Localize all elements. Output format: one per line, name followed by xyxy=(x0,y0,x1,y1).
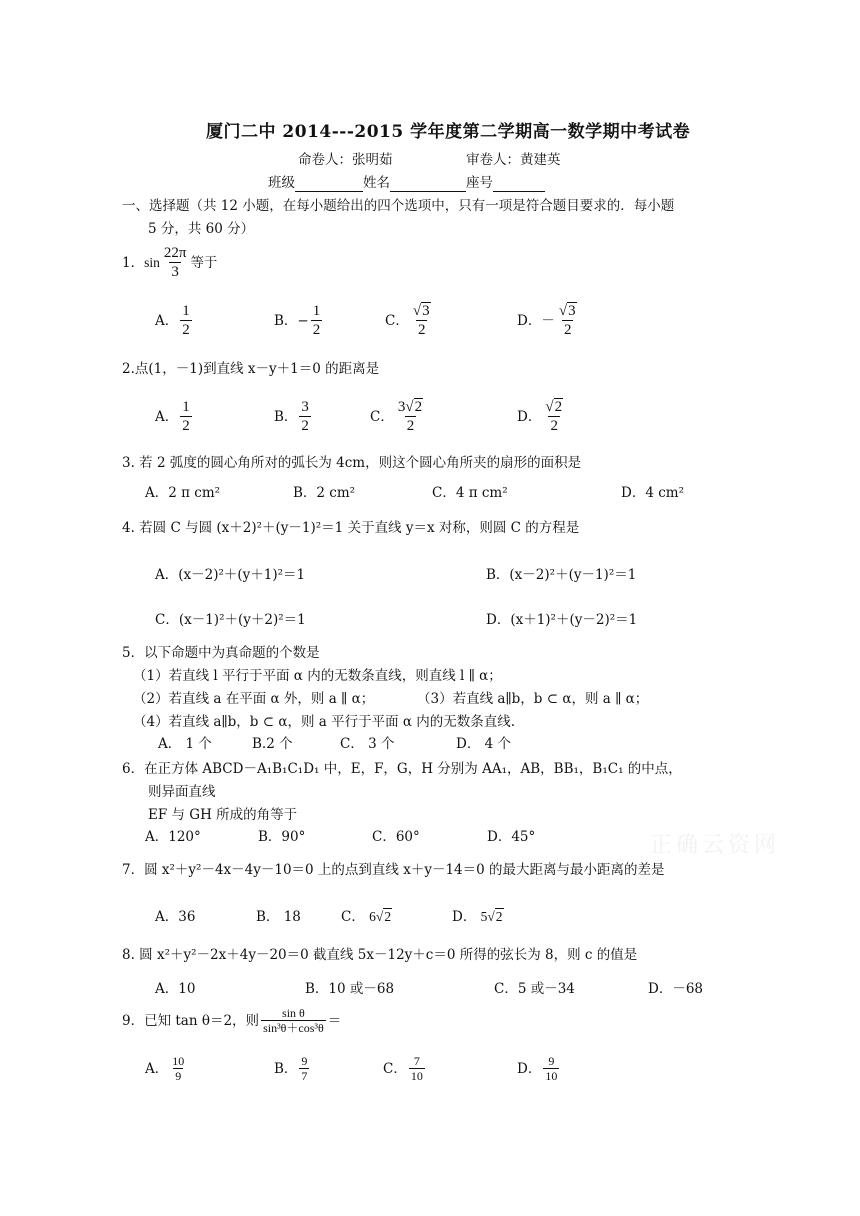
q9-b-frac xyxy=(299,1054,309,1083)
q7-c-label: C． xyxy=(341,909,365,925)
section-heading-cont: 5 分，共 60 分） xyxy=(148,221,255,237)
q1-a-den: 2 xyxy=(182,322,190,338)
author-line: 命卷人：张明茹 xyxy=(298,152,393,168)
question-1 xyxy=(122,244,217,281)
question-4: 4. 若圆 C 与圆 (x＋2)²＋(y－1)²＝1 关于直线 y＝x 对称，则圆 C 的方程是 xyxy=(122,520,580,536)
q1-a-label: A． xyxy=(155,312,179,329)
q4-option-d: D．(x＋1)²＋(y－2)²＝1 xyxy=(486,612,638,628)
q9-option-d xyxy=(517,1054,561,1083)
reviewer-line: 审卷人：黄建英 xyxy=(466,152,561,168)
q6-option-d: D．45° xyxy=(487,829,536,845)
q7-option-b: B． 18 xyxy=(256,909,301,925)
q2-option-a xyxy=(155,398,194,435)
q9-a-label: A． xyxy=(145,1060,169,1077)
q2-c-sqrt: 3√2 xyxy=(397,399,423,415)
question-9 xyxy=(122,1006,341,1035)
name-blank xyxy=(390,177,466,192)
question-8: 8. 圆 x²＋y²－2x＋4y－20＝0 截直线 5x－12y＋c＝0 所得的弦长为 8，则 c 的值是 xyxy=(122,947,638,963)
question-5: 5．以下命题中为真命题的个数是 xyxy=(122,645,320,661)
q5-option-c: C． 3 个 xyxy=(340,736,395,752)
q9-a-frac xyxy=(170,1054,186,1083)
q1-number: 1． xyxy=(122,254,145,271)
q7-option-a: A．36 xyxy=(155,909,196,925)
q3-option-a: A．2 π cm² xyxy=(145,485,221,501)
page-title: 厦门二中 2014---2015 学年度第二学期高一数学期中考试卷 xyxy=(206,122,691,142)
seat-label: 座号 xyxy=(466,175,493,191)
q9-a-num: 10 xyxy=(172,1054,185,1068)
q9-fraction xyxy=(261,1006,326,1035)
q9-suffix: ＝ xyxy=(327,1012,342,1029)
q4-option-b: B．(x－2)²＋(y－1)²＝1 xyxy=(486,567,637,583)
q9-b-den: 7 xyxy=(301,1069,308,1083)
q9-prefix: 9．已知 tan θ＝2，则 xyxy=(122,1012,260,1029)
q1-c-frac xyxy=(411,302,433,339)
q1-d-rad: 3 xyxy=(568,303,576,319)
q2-c-den: 2 xyxy=(406,418,415,434)
q4-option-c: C．(x－1)²＋(y＋2)²＝1 xyxy=(155,612,306,628)
q2-d-den: 2 xyxy=(550,418,558,434)
q1-c-den: 2 xyxy=(417,322,426,338)
seat-blank xyxy=(493,177,545,192)
question-7: 7．圆 x²＋y²－4x－4y－10＝0 上的点到直线 x＋y－14＝0 的最大距离与最小距离的差是 xyxy=(122,862,665,878)
q1-frac-den: 3 xyxy=(171,264,179,280)
question-6-cont: 则异面直线 xyxy=(148,784,216,800)
q2-a-den: 2 xyxy=(182,418,190,434)
q1-option-c xyxy=(385,302,435,339)
q3-option-c: C．4 π cm² xyxy=(432,485,508,501)
q7-option-c xyxy=(341,908,392,926)
q2-c-coef: 3 xyxy=(397,399,406,415)
q1-c-rad: 3 xyxy=(422,303,430,319)
q1-d-frac xyxy=(557,302,579,339)
q9-frac-num: sin θ xyxy=(282,1006,305,1020)
q2-option-b xyxy=(274,398,313,435)
q9-b-label: B． xyxy=(274,1060,298,1077)
q5-statement-1: （1）若直线 l 平行于平面 α 内的无数条直线，则直线 l ∥ α； xyxy=(133,668,502,684)
name-label: 姓名 xyxy=(363,175,390,191)
question-3: 3. 若 2 弧度的圆心角所对的弧长为 4cm，则这个圆心角所夹的扇形的面积是 xyxy=(122,455,582,471)
q1-option-a xyxy=(155,302,194,339)
q9-c-num: 7 xyxy=(413,1054,420,1068)
q3-option-d: D．4 cm² xyxy=(621,485,684,501)
q2-b-num: 3 xyxy=(301,399,309,415)
q2-option-d xyxy=(517,398,567,435)
q2-c-label: C． xyxy=(370,408,394,425)
q1-a-frac xyxy=(180,302,192,339)
q2-c-frac xyxy=(396,398,425,435)
q9-option-b xyxy=(274,1054,311,1083)
q9-option-c xyxy=(383,1054,427,1083)
watermark: 正确云资网 xyxy=(650,833,781,858)
q7-c-coef: 6 xyxy=(369,909,376,924)
q2-a-frac xyxy=(180,398,192,435)
question-2: 2.点(1，－1)到直线 x－y＋1＝0 的距离是 xyxy=(122,361,380,377)
q9-frac-den: sin³θ＋cos³θ xyxy=(263,1021,324,1035)
q7-d-label: D． xyxy=(452,909,477,925)
q2-d-rad: 2 xyxy=(554,399,563,415)
q9-c-label: C． xyxy=(383,1060,407,1077)
q8-option-c: C．5 或－34 xyxy=(494,981,575,997)
q1-suffix: 等于 xyxy=(190,254,218,271)
q1-frac-num: 22π xyxy=(163,245,187,261)
q7-d-sqrt: 5√2 xyxy=(480,909,503,924)
q5-option-b: B.2 个 xyxy=(252,736,293,752)
q1-sin: sin xyxy=(144,254,160,270)
q2-option-c xyxy=(370,398,427,435)
q3-option-b: B．2 cm² xyxy=(293,485,356,501)
q5-option-a: A． 1 个 xyxy=(158,736,212,752)
q1-c-sqrt: √3 xyxy=(412,303,430,319)
q5-option-d: D． 4 个 xyxy=(456,736,511,752)
q1-d-sqrt: √3 xyxy=(558,303,576,319)
q2-d-sqrt: √2 xyxy=(545,399,563,415)
q8-option-b: B．10 或－68 xyxy=(305,981,395,997)
q2-c-rad: 2 xyxy=(414,399,423,415)
q7-c-rad: 2 xyxy=(384,909,392,924)
q1-b-num: 1 xyxy=(312,303,321,319)
q9-a-den: 9 xyxy=(175,1069,182,1083)
q2-b-frac xyxy=(299,398,311,435)
section-heading: 一、选择题（共 12 小题，在每小题给出的四个选项中，只有一项是符合题目要求的．每小题 xyxy=(122,198,675,214)
q2-a-label: A． xyxy=(155,408,179,425)
q8-option-a: A．10 xyxy=(155,981,196,997)
q7-d-coef: 5 xyxy=(480,909,488,924)
q1-b-den: 2 xyxy=(312,322,321,338)
q1-b-label: B．− xyxy=(274,312,309,329)
q5-statement-4: （4）若直线 a∥b，b ⊂ α，则 a 平行于平面 α 内的无数条直线. xyxy=(133,714,516,730)
student-info xyxy=(268,174,545,192)
q2-d-frac xyxy=(543,398,565,435)
q7-c-sqrt: 6√2 xyxy=(369,909,392,924)
q1-option-d xyxy=(517,302,581,339)
q2-b-den: 2 xyxy=(301,418,309,434)
q2-a-num: 1 xyxy=(182,399,190,415)
q1-d-label: D．－ xyxy=(517,312,555,329)
q9-d-frac xyxy=(543,1054,559,1083)
q2-b-label: B． xyxy=(274,408,298,425)
class-blank xyxy=(295,177,363,192)
q6-option-a: A．120° xyxy=(145,829,201,845)
q5-statement-3: （3）若直线 a∥b，b ⊂ α，则 a ∥ α； xyxy=(417,691,649,707)
q9-b-num: 9 xyxy=(301,1054,308,1068)
question-6: 6．在正方体 ABCD－A₁B₁C₁D₁ 中，E，F，G，H 分别为 AA₁，AB，BB₁，B₁C₁ 的中点， xyxy=(122,761,682,777)
q1-a-num: 1 xyxy=(182,303,190,319)
q1-c-label: C． xyxy=(385,312,409,329)
q9-d-den: 10 xyxy=(545,1069,558,1083)
q9-d-label: D． xyxy=(517,1060,542,1077)
q9-d-num: 9 xyxy=(548,1054,555,1068)
q4-option-a: A．(x－2)²＋(y＋1)²＝1 xyxy=(155,567,306,583)
q9-c-frac xyxy=(409,1054,425,1083)
class-label: 班级 xyxy=(268,175,295,191)
q6-option-c: C．60° xyxy=(372,829,420,845)
q1-fraction xyxy=(162,244,189,281)
q7-d-rad: 2 xyxy=(495,909,503,924)
q9-c-den: 10 xyxy=(410,1069,423,1083)
q1-option-b xyxy=(274,302,324,339)
q9-option-a xyxy=(145,1054,188,1083)
q1-b-frac xyxy=(311,302,323,339)
q1-d-den: 2 xyxy=(563,322,572,338)
q8-option-d: D．－68 xyxy=(648,981,704,997)
question-6-cont2: EF 与 GH 所成的角等于 xyxy=(148,807,298,823)
q7-option-d xyxy=(452,908,504,926)
q5-statement-2: （2）若直线 a 在平面 α 外，则 a ∥ α； xyxy=(133,691,375,707)
q2-d-label: D． xyxy=(517,408,542,425)
q6-option-b: B．90° xyxy=(258,829,306,845)
